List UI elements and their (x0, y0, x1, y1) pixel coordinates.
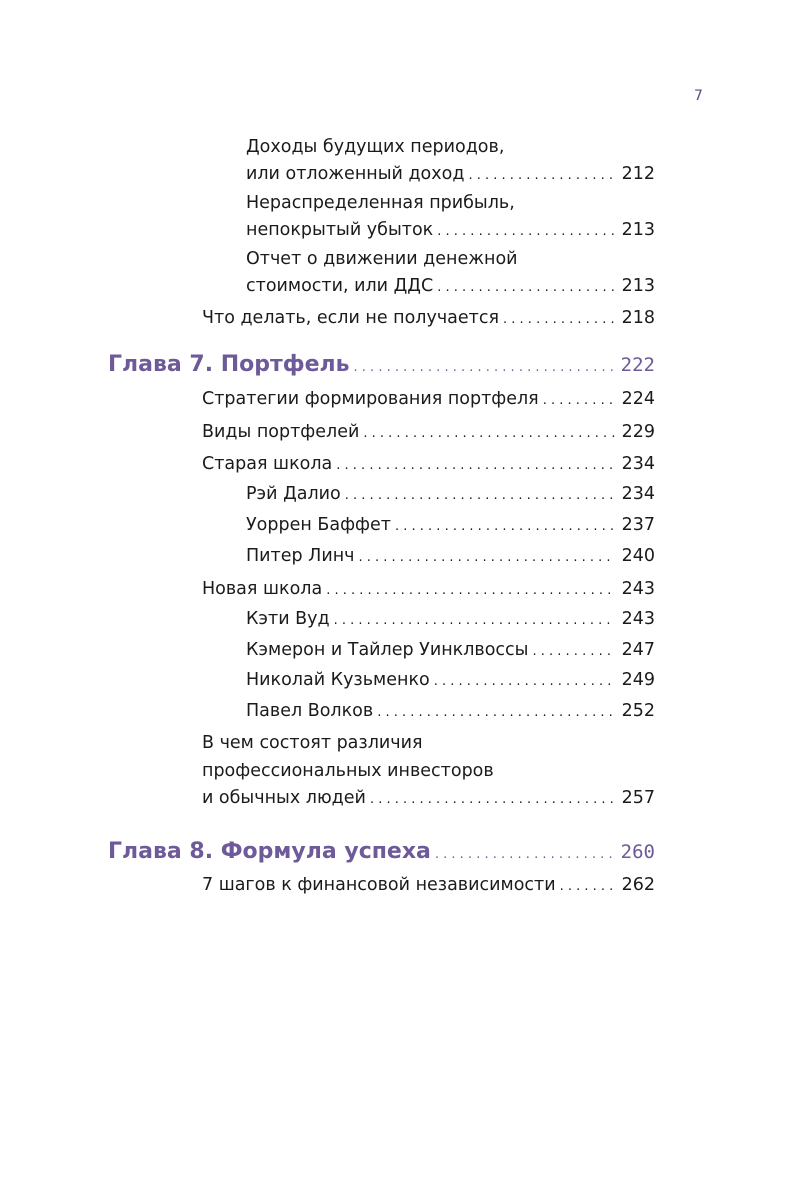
toc-entry-title: Уоррен Баффет (246, 515, 391, 535)
toc-page-number: 237 (621, 515, 655, 535)
toc-entry-title: Кэти Вуд (246, 609, 330, 629)
toc-chapter-8[interactable] (108, 838, 655, 869)
toc-page-number: 262 (621, 875, 655, 895)
toc-entry-title: 7 шагов к финансовой независимости (202, 875, 556, 895)
toc-entry[interactable] (202, 450, 655, 480)
toc-page-number: 234 (621, 454, 655, 474)
toc-page-number: 257 (621, 788, 655, 808)
toc-entry[interactable] (202, 418, 655, 448)
dot-leader (503, 306, 616, 334)
toc-entry-title: Новая школа (202, 579, 323, 599)
toc-entry[interactable] (246, 216, 655, 246)
dot-leader (354, 354, 615, 382)
chapter-page-number: 260 (620, 841, 655, 863)
dot-leader (435, 841, 615, 869)
toc-page-number: 224 (621, 389, 655, 409)
toc-entry-title-line: профессиональных инвесторов (202, 761, 494, 781)
toc-entry[interactable] (202, 784, 655, 814)
toc-entry[interactable] (246, 160, 655, 190)
toc-entry[interactable] (202, 575, 655, 605)
dot-leader (334, 607, 616, 635)
toc-page-number: 213 (621, 276, 655, 296)
dot-leader (543, 387, 616, 415)
dot-leader (532, 638, 615, 666)
toc-page-number: 218 (621, 308, 655, 328)
toc-chapter-7[interactable] (108, 351, 655, 382)
dot-leader (468, 162, 615, 190)
toc-entry-title: Николай Кузьменко (246, 670, 430, 690)
toc-page-number: 252 (621, 701, 655, 721)
toc-entry-title: Рэй Далио (246, 484, 341, 504)
toc-entry[interactable] (202, 871, 655, 901)
toc-entry-title: Виды портфелей (202, 422, 360, 442)
toc-entry[interactable] (202, 304, 655, 334)
toc-entry[interactable] (246, 666, 655, 696)
page-number: 7 (694, 88, 703, 104)
toc-page-number: 247 (621, 640, 655, 660)
toc-entry-title: стоимости, или ДДС (246, 276, 434, 296)
toc-entry[interactable] (246, 697, 655, 727)
chapter-title: Глава 7. Портфель (108, 352, 350, 377)
toc-entry-title-line: В чем состоят различия (202, 733, 423, 753)
dot-leader (345, 482, 616, 510)
dot-leader (336, 452, 615, 480)
toc-entry[interactable] (246, 272, 655, 302)
dot-leader (560, 873, 616, 901)
toc-page-number: 249 (621, 670, 655, 690)
dot-leader (437, 274, 615, 302)
dot-leader (377, 699, 615, 727)
dot-leader (358, 544, 615, 572)
toc-entry[interactable] (202, 385, 655, 415)
toc-entry[interactable] (246, 605, 655, 635)
toc-entry-title: и обычных людей (202, 788, 366, 808)
toc-entry-title: Старая школа (202, 454, 333, 474)
toc-page-number: 240 (621, 546, 655, 566)
toc-page-number: 229 (621, 422, 655, 442)
toc-entry-title-line: Доходы будущих периодов, (246, 137, 505, 157)
dot-leader (326, 577, 615, 605)
toc-page-number: 213 (621, 220, 655, 240)
toc-entry-title: или отложенный доход (246, 164, 465, 184)
toc-entry[interactable] (246, 511, 655, 541)
chapter-title: Глава 8. Формула успеха (108, 839, 431, 864)
dot-leader (395, 513, 616, 541)
toc-entry[interactable] (246, 480, 655, 510)
toc-page-number: 212 (621, 164, 655, 184)
toc-entry-title: Что делать, если не получается (202, 308, 500, 328)
toc-page-number: 234 (621, 484, 655, 504)
toc-entry-title: Питер Линч (246, 546, 355, 566)
toc-entry-title-line: Отчет о движении денежной (246, 249, 518, 269)
toc-page-number: 243 (621, 609, 655, 629)
dot-leader (434, 668, 616, 696)
toc-entry[interactable] (246, 636, 655, 666)
toc-entry-title: непокрытый убыток (246, 220, 434, 240)
toc-entry[interactable] (246, 542, 655, 572)
toc-entry-title-line: Нераспределенная прибыль, (246, 193, 515, 213)
toc-entry-title: Кэмерон и Тайлер Уинклвоссы (246, 640, 529, 660)
toc-entry-title: Стратегии формирования портфеля (202, 389, 539, 409)
toc-entry-title: Павел Волков (246, 701, 374, 721)
chapter-page-number: 222 (620, 354, 655, 376)
toc-page-number: 243 (621, 579, 655, 599)
dot-leader (370, 786, 616, 814)
dot-leader (363, 420, 615, 448)
dot-leader (437, 218, 615, 246)
